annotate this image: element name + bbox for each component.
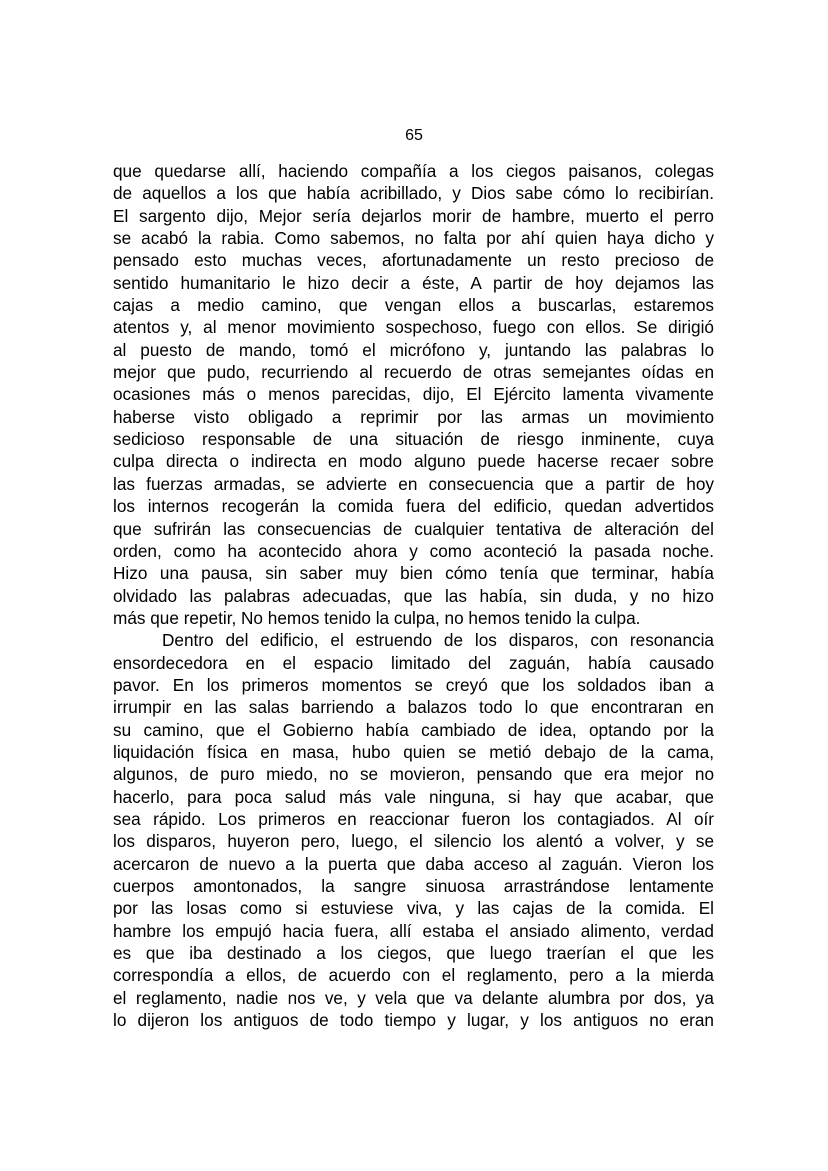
text-line: que sufrirán las consecuencias de cualquier tentativa de alteración del [113, 518, 714, 539]
text-line: atentos y, al menor movimiento sospechoso, fuego con ellos. Se dirigió [113, 317, 714, 338]
text-line: correspondía a ellos, de acuerdo con el reglamento, pero a la mierda [113, 965, 714, 986]
body-text [113, 160, 714, 1031]
text-line: olvidado las palabras adecuadas, que las había, sin duda, y no hizo [113, 585, 714, 606]
text-line: haberse visto obligado a reprimir por las armas un movimiento [113, 406, 714, 427]
text-line: algunos, de puro miedo, no se movieron, pensando que era mejor no [113, 764, 714, 785]
text-line: acercaron de nuevo a la puerta que daba acceso al zaguán. Vieron los [113, 853, 714, 874]
text-line: al puesto de mando, tomó el micrófono y, juntando las palabras lo [113, 339, 714, 360]
text-line: irrumpir en las salas barriendo a balazos todo lo que encontraran en [113, 697, 714, 718]
text-line: Hizo una pausa, sin saber muy bien cómo tenía que terminar, había [113, 563, 714, 584]
paragraph-2 [113, 629, 714, 1031]
text-line: cajas a medio camino, que vengan ellos a buscarlas, estaremos [113, 295, 714, 316]
text-line: culpa directa o indirecta en modo alguno puede hacerse recaer sobre [113, 451, 714, 472]
text-line: los disparos, huyeron pero, luego, el silencio los alentó a volver, y se [113, 831, 714, 852]
text-line: los internos recogerán la comida fuera del edificio, quedan advertidos [113, 496, 714, 517]
text-line: cuerpos amontonados, la sangre sinuosa arrastrándose lentamente [113, 876, 714, 896]
text-line: mejor que pudo, recurriendo al recuerdo de otras semejantes oídas en [113, 362, 714, 383]
page-number: 65 [405, 127, 423, 144]
text-line: de aquellos a los que había acribillado, y Dios sabe cómo lo recibirían. [113, 183, 714, 204]
text-line: sea rápido. Los primeros en reaccionar fueron los contagiados. Al oír [113, 808, 714, 829]
text-line: hacerlo, para poca salud más vale ninguna, si hay que acabar, que [113, 786, 714, 807]
text-line: es que iba destinado a los ciegos, que luego traerían el que les [113, 943, 714, 964]
text-line: las fuerzas armadas, se advierte en consecuencia que a partir de hoy [113, 473, 714, 494]
text-line: Dentro del edificio, el estruendo de los disparos, con resonancia [162, 630, 714, 651]
text-line: pavor. En los primeros momentos se creyó que los soldados iban a [113, 674, 714, 695]
paragraph-1 [113, 160, 714, 629]
text-line: su camino, que el Gobierno había cambiado de idea, optando por la [113, 719, 714, 740]
text-line: sentido humanitario le hizo decir a éste, A partir de hoy dejamos las [113, 272, 714, 293]
text-line: ensordecedora en el espacio limitado del zaguán, había causado [113, 652, 714, 673]
text-line: orden, como ha acontecido ahora y como aconteció la pasada noche. [113, 540, 714, 561]
text-line: el reglamento, nadie nos ve, y vela que va delante alumbra por dos, ya [113, 987, 714, 1008]
text-line: hambre los empujó hacia fuera, allí estaba el ansiado alimento, verdad [113, 920, 714, 941]
text-line: sedicioso responsable de una situación de riesgo inminente, cuya [113, 429, 714, 450]
text-line: que quedarse allí, haciendo compañía a los ciegos paisanos, colegas [113, 161, 714, 181]
text-line: El sargento dijo, Mejor sería dejarlos morir de hambre, muerto el perro [113, 205, 714, 226]
text-line: ocasiones más o menos parecidas, dijo, El Ejército lamenta vivamente [113, 384, 714, 405]
text-line: pensado esto muchas veces, afortunadamente un resto precioso de [113, 250, 714, 271]
text-line: más que repetir, No hemos tenido la culpa, no hemos tenido la culpa. [113, 607, 641, 628]
text-line: liquidación física en masa, hubo quien se metió debajo de la cama, [113, 741, 714, 762]
text-line: lo dijeron los antiguos de todo tiempo y lugar, y los antiguos no eran [113, 1010, 714, 1031]
text-line: se acabó la rabia. Como sabemos, no falta por ahí quien haya dicho y [113, 228, 714, 249]
text-line: por las losas como si estuviese viva, y las cajas de la comida. El [113, 898, 714, 919]
